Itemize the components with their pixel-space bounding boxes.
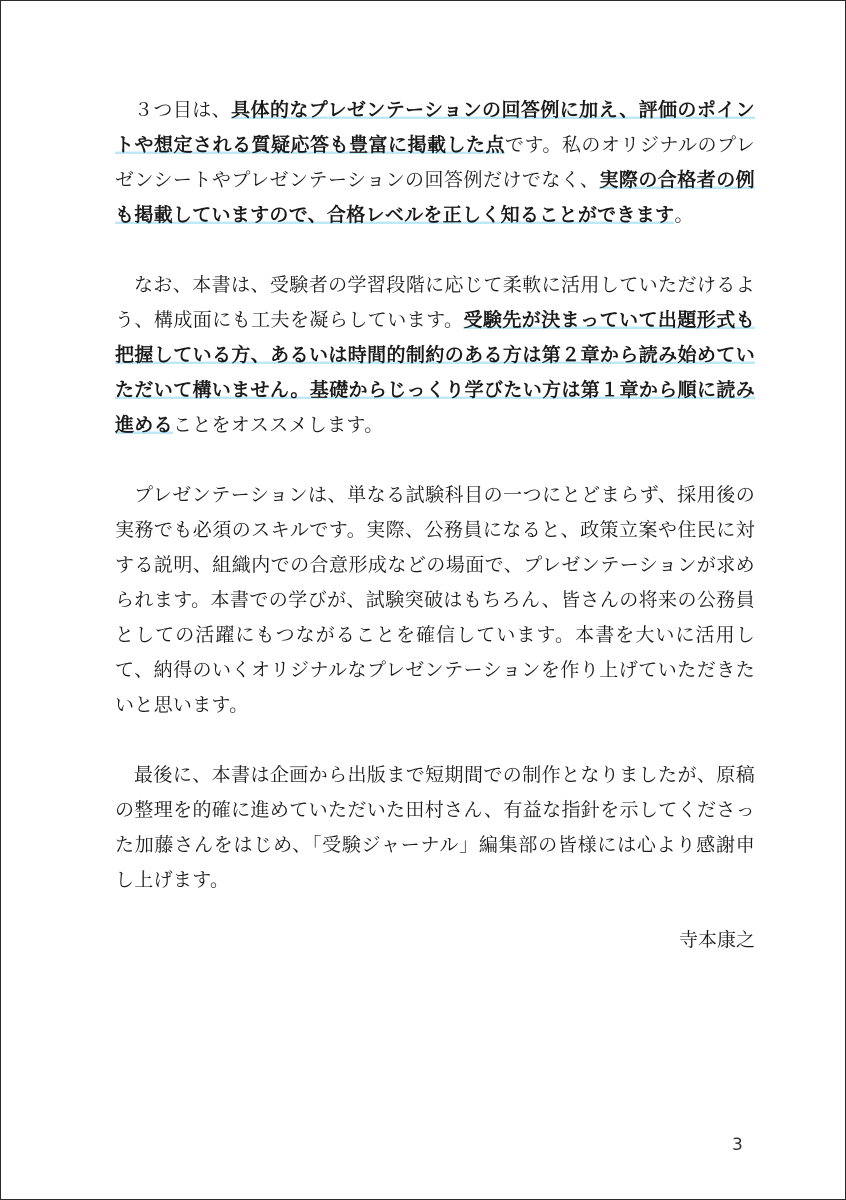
text-segment: プレゼンテーションは、単なる試験科目の一つにとどまらず、採用後の実務でも必須のスキルです。実際、公務員になると、政策立案や住民に対する説明、組織内での合意形成などの場面で、プレゼンテーションが求められます。本書での学びが、試験突破はもちろん、皆さんの将来の公務員としての活躍にもつながることを確信しています。本書を大いに活用して、納得のいくオリジナルなプレゼンテーションを作り上げていただきたいと思います。 — [115, 484, 755, 716]
highlighted-text: 実際の合格者の例も掲載していますので、合格レベルを正しく知ることができます — [115, 169, 755, 226]
page-body — [115, 93, 755, 958]
paragraph-features — [115, 93, 755, 233]
paragraph-usage — [115, 268, 755, 443]
text-segment: です。私のオリジナルのプレゼンシートやプレゼンテーションの回答例だけでなく、 — [115, 134, 755, 191]
highlighted-text: 受験先が決まっていて出題形式も把握している方、あるいは時間的制約のある方は第２章から読み始めていただいて構いません。基礎からじっくり学びたい方は第１章から順に読み進める — [115, 309, 755, 436]
text-segment: 。 — [674, 204, 694, 226]
highlighted-text: 具体的なプレゼンテーションの回答例に加え、評価のポイントや想定される質疑応答も豊富に掲載した点 — [115, 99, 755, 156]
text-segment: ３つ目は、 — [134, 99, 232, 121]
author-signature: 寺本康之 — [678, 929, 755, 951]
text-segment: 最後に、本書は企画から出版まで短期間での制作となりましたが、原稿の整理を的確に進めていただいた田村さん、有益な指針を示してくださった加藤さんをはじめ、「受験ジャーナル」編集部の皆様には心より感謝申し上げます。 — [115, 764, 755, 891]
page-number: 3 — [732, 1135, 743, 1155]
paragraph-acknowledgements — [115, 758, 755, 898]
paragraph-presentation-skill — [115, 478, 755, 723]
text-segment: なお、本書は、受験者の学習段階に応じて柔軟に活用していただけるよう、構成面にも工夫を凝らしています。 — [115, 274, 755, 331]
text-segment: ことをオススメします。 — [172, 414, 384, 436]
